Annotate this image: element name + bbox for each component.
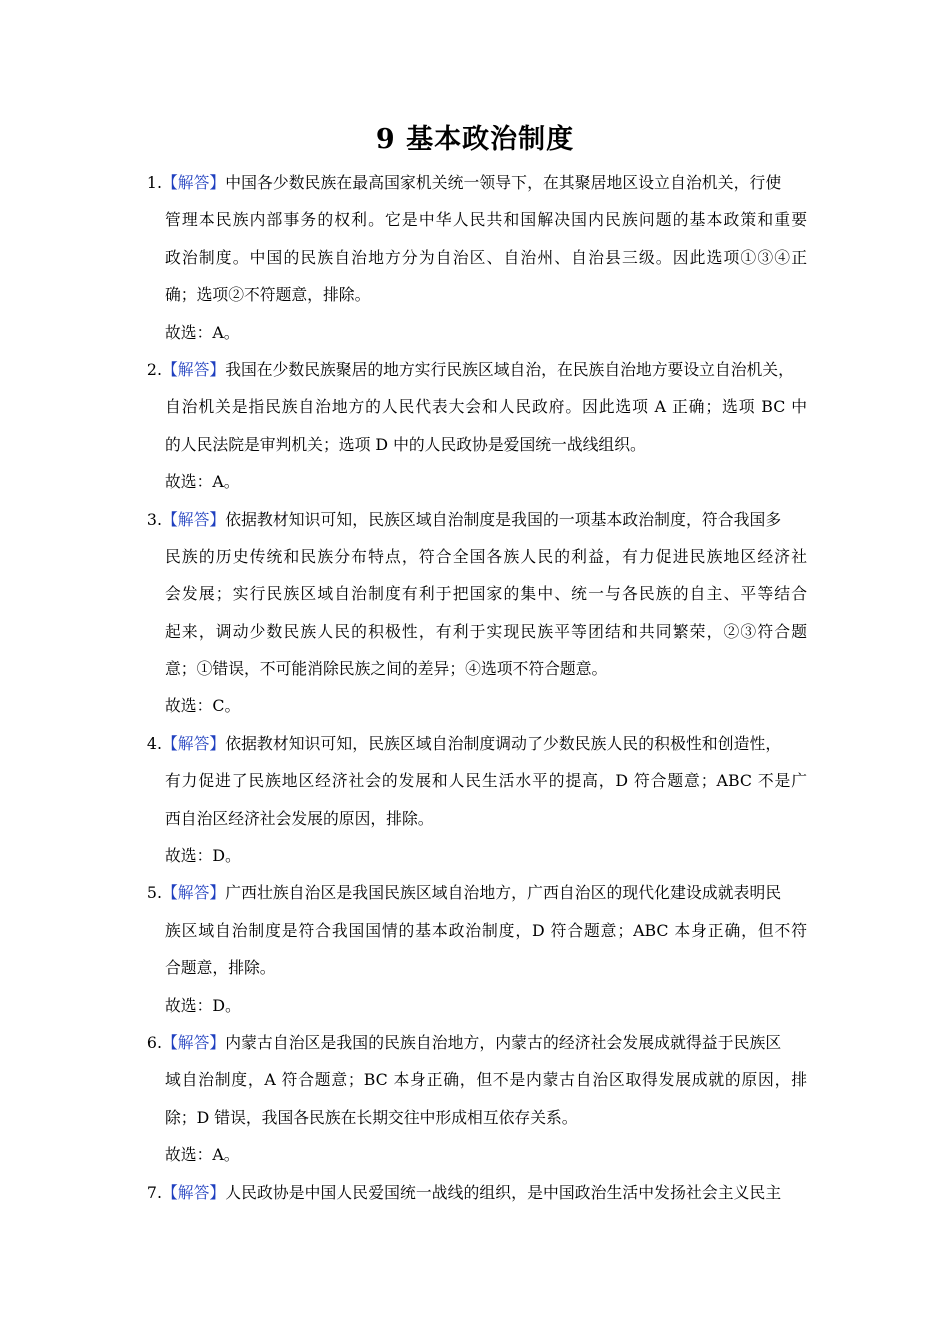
answer-list	[0, 164, 950, 1211]
answer-text: 合题意，排除。	[165, 958, 276, 978]
answer-item-first-line	[0, 874, 950, 911]
item-number: 5.	[146, 883, 162, 903]
item-number: 3.	[146, 509, 162, 529]
answer-item	[0, 1024, 950, 1174]
answer-text: 除；D 错误，我国各民族在长期交往中形成相互依存关系。	[165, 1107, 578, 1127]
answer-text: 意；①错误，不可能消除民族之间的差异；④选项不符合题意。	[165, 659, 608, 679]
final-answer: 故选：A。	[165, 472, 240, 492]
item-number: 1.	[146, 173, 162, 192]
answer-item	[0, 501, 950, 725]
answer-item-line	[0, 426, 950, 463]
answer-text: 依据教材知识可知，民族区域自治制度调动了少数民族人民的积极性和创造性，	[225, 733, 782, 753]
answer-item	[0, 1174, 950, 1211]
answer-tag: 【解答】	[162, 883, 226, 903]
final-answer: 故选：A。	[165, 1145, 240, 1165]
answer-text: 西自治区经济社会发展的原因，排除。	[165, 808, 434, 828]
item-number: 2.	[146, 359, 162, 379]
page-title: 9 基本政治制度	[375, 124, 575, 155]
final-answer: 故选：D。	[165, 995, 241, 1015]
answer-text: 广西壮族自治区是我国民族区域自治地方，广西自治区的现代化建设成就表明民	[225, 883, 782, 903]
answer-item	[0, 351, 950, 501]
answer-item-line	[0, 538, 950, 575]
answer-text: 自治机关是指民族自治地方的人民代表大会和人民政府。因此选项 A 正确；选项 BC 中	[165, 397, 807, 417]
answer-item-line	[0, 800, 950, 837]
answer-text: 域自治制度，A 符合题意；BC 本身正确，但不是内蒙古自治区取得发展成就的原因，排	[165, 1070, 807, 1090]
answer-text: 的人民法院是审判机关；选项 D 中的人民政协是爱国统一战线组织。	[165, 434, 646, 454]
answer-item-line	[0, 613, 950, 650]
final-answer: 故选：D。	[165, 846, 241, 866]
final-answer: 故选：A。	[165, 322, 240, 342]
answer-tag: 【解答】	[162, 733, 226, 753]
answer-text: 族区域自治制度是符合我国国情的基本政治制度，D 符合题意；ABC 本身正确，但不符	[165, 920, 807, 940]
answer-tag: 【解答】	[162, 359, 226, 379]
answer-item-line	[0, 949, 950, 986]
item-number: 6.	[146, 1032, 162, 1052]
answer-text: 管理本民族内部事务的权利。它是中华人民共和国解决国内民族问题的基本政策和重要	[165, 210, 807, 230]
answer-text: 确；选项②不符题意，排除。	[165, 285, 371, 305]
answer-item-line	[0, 388, 950, 425]
answer-item	[0, 164, 950, 351]
answer-item-line	[0, 1099, 950, 1136]
answer-text: 起来，调动少数民族人民的积极性，有利于实现民族平等团结和共同繁荣，②③符合题	[165, 621, 807, 641]
answer-text: 我国在少数民族聚居的地方实行民族区域自治，在民族自治地方要设立自治机关，	[225, 359, 794, 379]
answer-text: 民族的历史传统和民族分布特点，符合全国各族人民的利益，有力促进民族地区经济社	[165, 546, 807, 566]
answer-item-line	[0, 762, 950, 799]
answer-tag: 【解答】	[162, 1182, 226, 1202]
answer-text: 内蒙古自治区是我国的民族自治地方，内蒙古的经济社会发展成就得益于民族区	[225, 1032, 782, 1052]
answer-item	[0, 725, 950, 875]
answer-item-line	[0, 201, 950, 238]
answer-item-first-line	[0, 725, 950, 762]
answer-text: 政治制度。中国的民族自治地方分为自治区、自治州、自治县三级。因此选项①③④正	[165, 247, 807, 267]
answer-item-first-line	[0, 351, 950, 388]
item-number: 4.	[146, 733, 162, 753]
answer-item-first-line	[0, 501, 950, 538]
answer-text: 人民政协是中国人民爱国统一战线的组织，是中国政治生活中发扬社会主义民主	[225, 1182, 782, 1202]
answer-item-first-line	[0, 164, 950, 201]
answer-tag: 【解答】	[162, 509, 226, 529]
answer-item-first-line	[0, 1174, 950, 1211]
answer-item-line	[0, 650, 950, 687]
answer-tag: 【解答】	[162, 1032, 226, 1052]
answer-text: 会发展；实行民族区域自治制度有利于把国家的集中、统一与各民族的自主、平等结合	[165, 584, 807, 604]
item-number: 7.	[146, 1182, 162, 1202]
answer-item-line	[0, 575, 950, 612]
answer-text: 中国各少数民族在最高国家机关统一领导下，在其聚居地区设立自治机关，行使	[225, 173, 782, 192]
answer-text: 有力促进了民族地区经济社会的发展和人民生活水平的提高，D 符合题意；ABC 不是广	[165, 771, 807, 791]
answer-item-line	[0, 239, 950, 276]
answer-item-line	[0, 276, 950, 313]
answer-text: 依据教材知识可知，民族区域自治制度是我国的一项基本政治制度，符合我国多	[225, 509, 782, 529]
answer-tag: 【解答】	[162, 173, 226, 192]
answer-item-first-line	[0, 1024, 950, 1061]
final-answer: 故选：C。	[165, 696, 241, 716]
answer-item-line	[0, 1061, 950, 1098]
answer-item	[0, 874, 950, 1024]
answer-item-line	[0, 912, 950, 949]
